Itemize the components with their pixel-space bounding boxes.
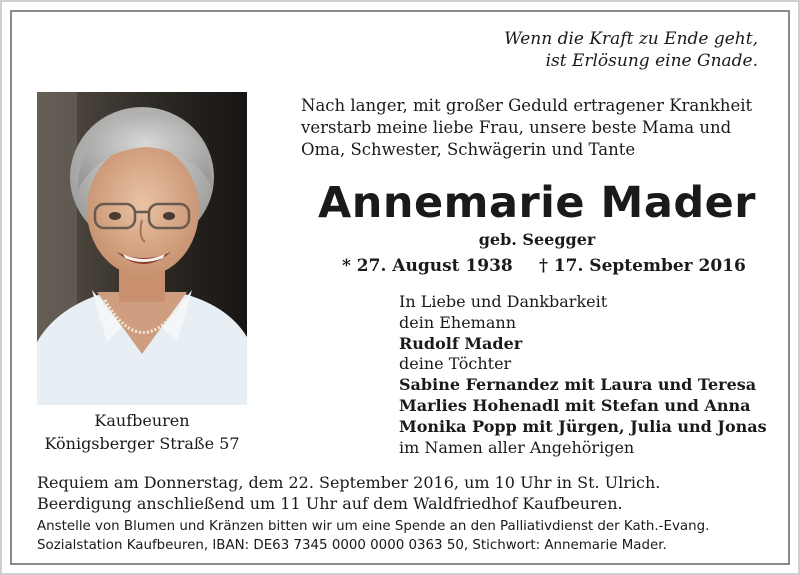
death-date: † 17. September 2016 [539, 256, 746, 276]
mourner-line: im Namen aller Angehörigen [399, 437, 635, 457]
requiem-line: Requiem am Donnerstag, dem 22. September 2016, um 10 Uhr in St. Ulrich. [37, 473, 661, 492]
donation-line-1: Anstelle von Blumen und Kränzen bitten wir um eine Spende an den Palliativdienst der Kath.-Evang. [37, 519, 710, 534]
donation-line-2: Sozialstation Kaufbeuren, IBAN: DE63 7345 0000 0000 0363 50, Stichwort: Annemarie Mader. [37, 538, 667, 553]
burial-line: Beerdigung anschließend um 11 Uhr auf dem Waldfriedhof Kaufbeuren. [37, 494, 623, 513]
mourner-line: Marlies Hohenadl mit Stefan und Anna [399, 395, 751, 415]
mourner-line: In Liebe und Dankbarkeit [399, 292, 608, 311]
mourner-line: Monika Popp mit Jürgen, Julia und Jonas [399, 416, 767, 436]
motto-line-1: Wenn die Kraft zu Ende geht, [504, 29, 758, 49]
maiden-name: geb. Seegger [478, 230, 596, 249]
service-info [37, 472, 777, 514]
birth-date: * 27. August 1938 [342, 256, 513, 276]
intro-text [301, 95, 769, 161]
mourners-list [399, 292, 779, 458]
motto-quote [458, 28, 758, 72]
donation-note [37, 517, 777, 555]
mourner-line: deine Töchter [399, 354, 512, 374]
intro-line-2: verstarb meine liebe Frau, unsere beste Mama und [301, 118, 732, 137]
portrait-photo [37, 92, 247, 405]
motto-line-2: ist Erlösung eine Gnade. [545, 51, 758, 71]
portrait-illustration [37, 92, 247, 405]
mourner-line: Rudolf Mader [399, 333, 523, 353]
intro-line-3: Oma, Schwester, Schwägerin und Tante [301, 140, 636, 159]
residence-street: Königsberger Straße 57 [44, 434, 240, 453]
mourner-line: dein Ehemann [399, 312, 516, 332]
deceased-name: Annemarie Mader [317, 178, 757, 228]
residence-city: Kaufbeuren [94, 411, 190, 430]
mourner-line: Sabine Fernandez mit Laura und Teresa [399, 375, 757, 395]
intro-line-1: Nach langer, mit großer Geduld ertragener Krankheit [301, 96, 753, 115]
